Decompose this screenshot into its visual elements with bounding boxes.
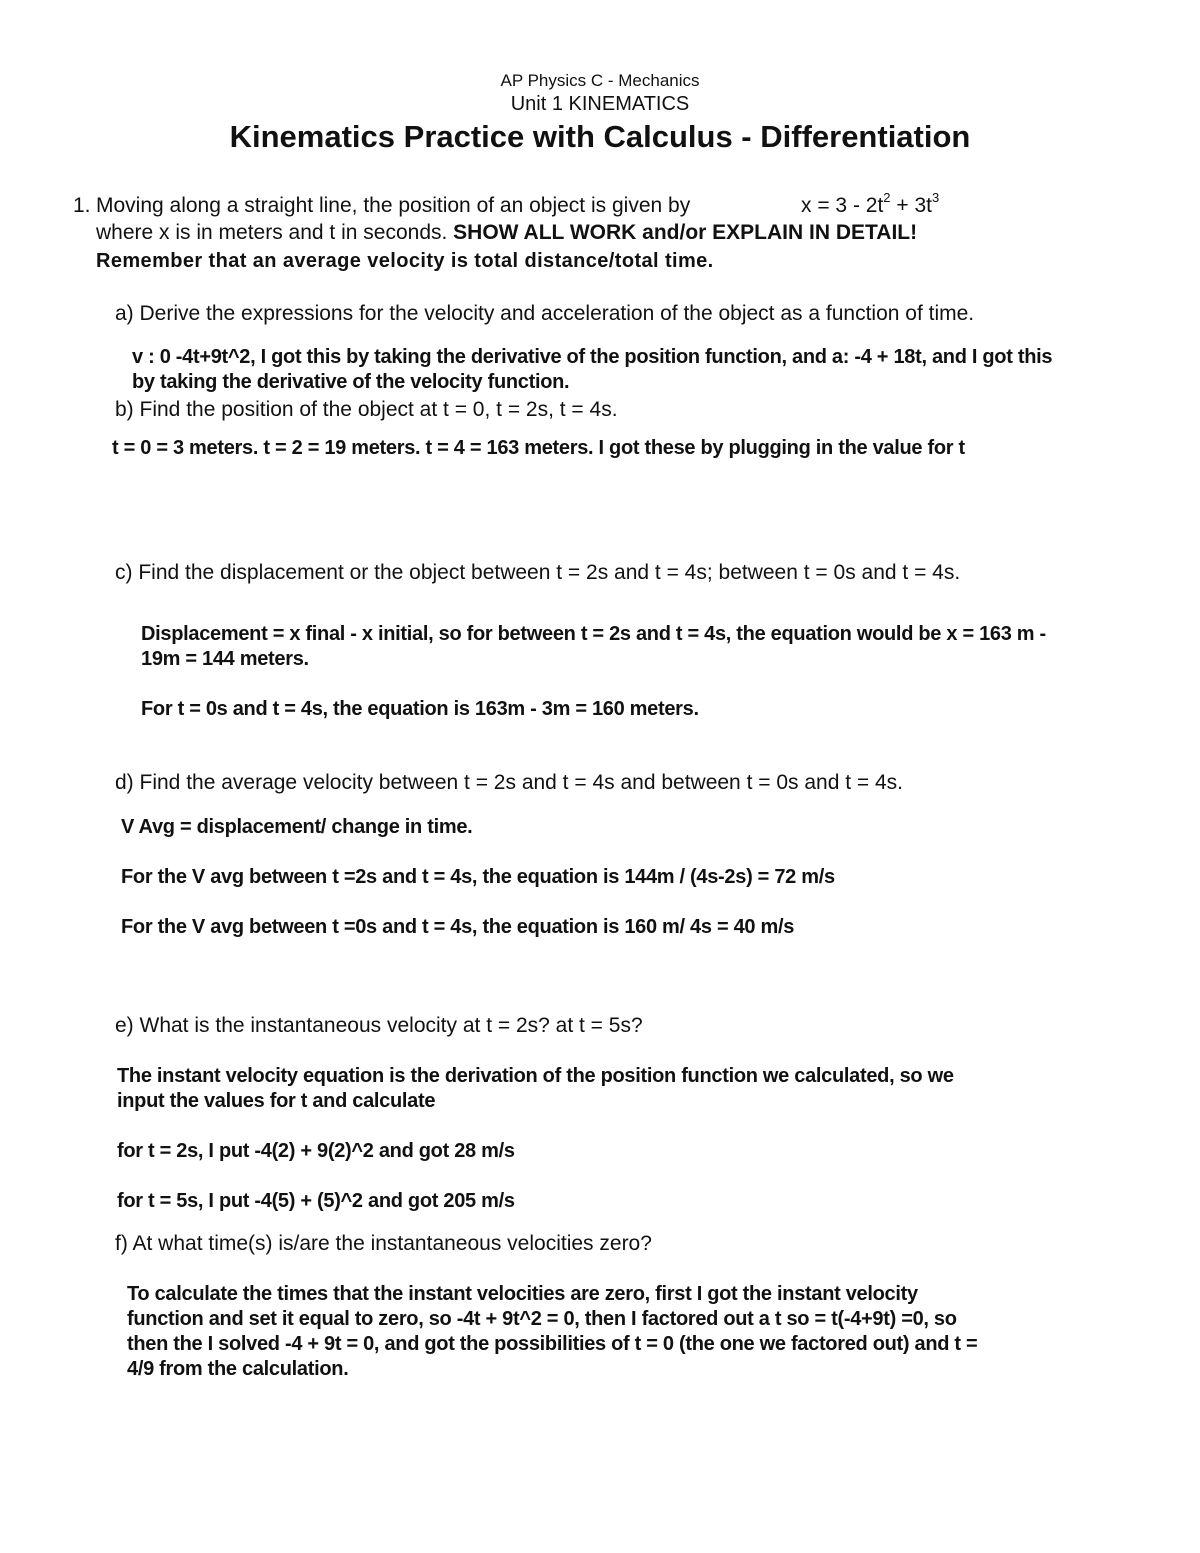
equation-part-1: x = 3 - 2t <box>801 194 884 217</box>
question-f: f) At what time(s) is/are the instantaneous velocities zero? <box>115 1232 652 1255</box>
question-b: b) Find the position of the object at t = 0, t = 2s, t = 4s. <box>115 398 618 421</box>
problem-number: 1. <box>73 194 91 217</box>
equation-part-2: + 3t <box>890 194 932 217</box>
answer-b: t = 0 = 3 meters. t = 2 = 19 meters. t = 4 = 163 meters. I got these by plugging in the value for t <box>112 437 965 459</box>
position-equation <box>801 190 940 218</box>
answer-d-line-1: V Avg = displacement/ change in time. <box>121 816 473 838</box>
answer-e-line-3: for t = 2s, I put -4(2) + 9(2)^2 and got 28 m/s <box>117 1140 515 1162</box>
answer-d-line-2: For the V avg between t =2s and t = 4s, the equation is 144m / (4s-2s) = 72 m/s <box>121 866 835 888</box>
page-title: Kinematics Practice with Calculus - Differentiation <box>229 119 971 154</box>
course-name: AP Physics C - Mechanics <box>500 71 700 90</box>
answer-a-line-1: v : 0 -4t+9t^2, I got this by taking the derivative of the position function, and a: -4 + 18t, and I got this <box>132 346 1053 368</box>
exponent-2: 2 <box>883 190 891 205</box>
show-work-text: SHOW ALL WORK and/or EXPLAIN IN DETAIL! <box>453 221 918 244</box>
units-text: where x is in meters and t in seconds. <box>96 221 454 244</box>
question-a: a) Derive the expressions for the velocity and acceleration of the object as a function of time. <box>115 302 975 325</box>
answer-f-line-2: function and set it equal to zero, so -4t + 9t^2 = 0, then I factored out a t so = t(-4+9t) =0, so <box>127 1308 957 1330</box>
question-d: d) Find the average velocity between t = 2s and t = 4s and between t = 0s and t = 4s. <box>115 771 904 794</box>
answer-e-line-2: input the values for t and calculate <box>117 1090 436 1112</box>
answer-e-line-4: for t = 5s, I put -4(5) + (5)^2 and got 205 m/s <box>117 1190 515 1212</box>
question-e: e) What is the instantaneous velocity at t = 2s? at t = 5s? <box>115 1014 643 1037</box>
answer-c-line-1: Displacement = x final - x initial, so for between t = 2s and t = 4s, the equation would be x = 163 m - <box>141 623 1046 645</box>
answer-e-line-1: The instant velocity equation is the derivation of the position function we calculated, so we <box>117 1065 954 1087</box>
answer-f-line-4: 4/9 from the calculation. <box>127 1358 349 1380</box>
answer-f-line-3: then the I solved -4 + 9t = 0, and got the possibilities of t = 0 (the one we factored out) and t = <box>127 1333 978 1355</box>
answer-f-line-1: To calculate the times that the instant velocities are zero, first I got the instant velocity <box>127 1283 918 1305</box>
exponent-3: 3 <box>931 190 940 205</box>
unit-title: Unit 1 KINEMATICS <box>510 93 690 115</box>
question-c: c) Find the displacement or the object between t = 2s and t = 4s; between t = 0s and t = 4s. <box>115 561 961 584</box>
answer-d-line-3: For the V avg between t =0s and t = 4s, the equation is 160 m/ 4s = 40 m/s <box>121 916 795 938</box>
problem-intro: Moving along a straight line, the position of an object is given by <box>96 194 691 217</box>
problem-instructions <box>96 221 917 245</box>
answer-c-line-3: For t = 0s and t = 4s, the equation is 163m - 3m = 160 meters. <box>141 698 699 720</box>
answer-a-line-2: by taking the derivative of the velocity function. <box>132 371 570 393</box>
answer-c-line-2: 19m = 144 meters. <box>141 648 309 670</box>
average-velocity-reminder: Remember that an average velocity is total distance/total time. <box>96 250 714 272</box>
